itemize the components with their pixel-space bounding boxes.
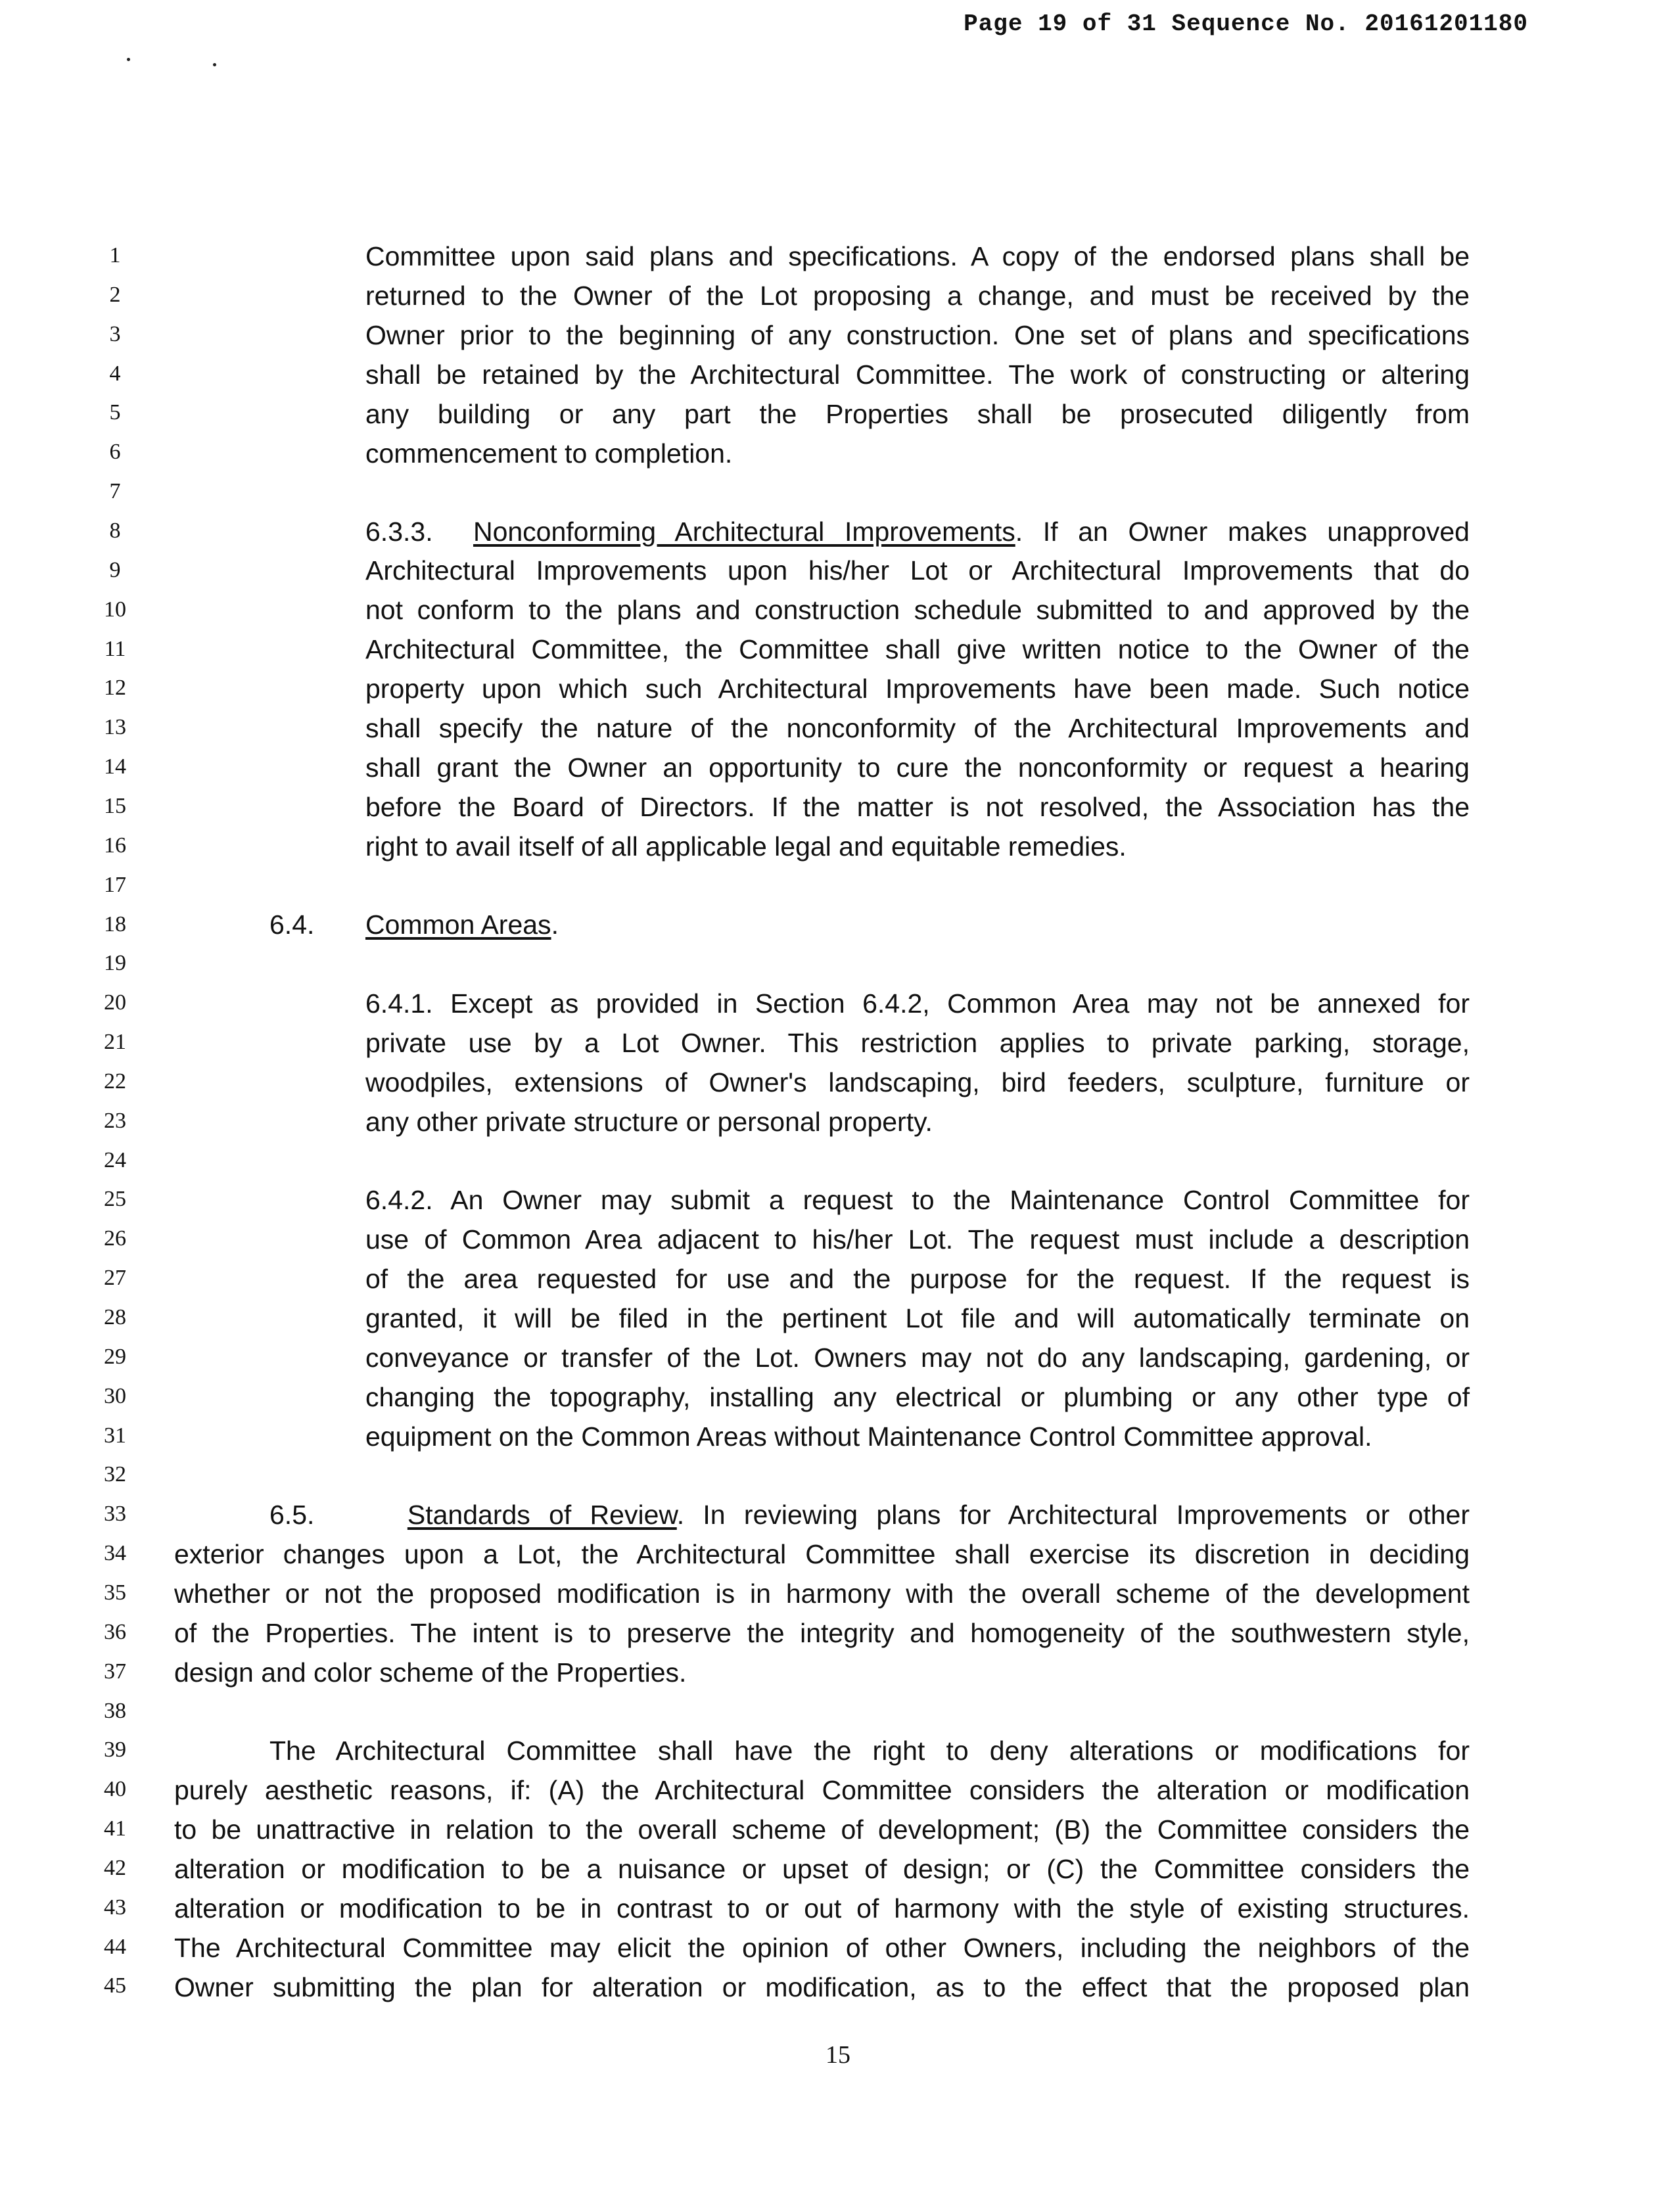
line-number: 30 xyxy=(104,1383,126,1408)
line-number: 38 xyxy=(104,1698,126,1723)
line-number: 16 xyxy=(104,833,126,858)
line-number: 12 xyxy=(104,676,126,701)
line-number: 6 xyxy=(109,440,121,465)
text-line: purely aesthetic reasons, if: (A) the Architectural Committee considers the alteration or modification xyxy=(174,1775,1470,1805)
line-number: 41 xyxy=(104,1816,126,1841)
line-number: 20 xyxy=(104,990,126,1015)
line-number: 1 xyxy=(109,243,121,267)
text-line: to be unattractive in relation to the overall scheme of development; (B) the Committee considers the xyxy=(174,1814,1470,1845)
line-number: 19 xyxy=(104,951,126,976)
line-number: 36 xyxy=(104,1619,126,1644)
line-number: 25 xyxy=(104,1187,126,1212)
text-line: 6.4.1. Except as provided in Section 6.4.2, Common Area may not be annexed for xyxy=(365,988,1470,1019)
line-number: 42 xyxy=(104,1855,126,1880)
text-line: Committee upon said plans and specifications. A copy of the endorsed plans shall be xyxy=(365,241,1470,271)
text-line: 6.4.2. An Owner may submit a request to the Maintenance Control Committee for xyxy=(365,1185,1470,1215)
text-line: whether or not the proposed modification is in harmony with the overall scheme of the development xyxy=(174,1578,1470,1609)
page-header: Page 19 of 31 Sequence No. 20161201180 xyxy=(964,11,1528,37)
text-line: shall be retained by the Architectural Committee. The work of constructing or altering xyxy=(365,359,1470,390)
text-line: conveyance or transfer of the Lot. Owners may not do any landscaping, gardening, or xyxy=(365,1343,1470,1373)
section-title: Standards of Review xyxy=(407,1500,677,1530)
line-number: 34 xyxy=(104,1541,126,1566)
line-number: 3 xyxy=(109,321,121,346)
line-number: 33 xyxy=(104,1502,126,1527)
text-line: woodpiles, extensions of Owner's landscaping, bird feeders, sculpture, furniture or xyxy=(365,1067,1470,1097)
line-number: 2 xyxy=(109,282,121,307)
text-line: shall specify the nature of the nonconformity of the Architectural Improvements and xyxy=(365,713,1470,743)
line-number: 27 xyxy=(104,1266,126,1291)
section-title-period: . xyxy=(551,910,559,940)
section-text: . In reviewing plans for Architectural Improvements or other xyxy=(676,1500,1470,1530)
text-line: any building or any part the Properties shall be prosecuted diligently from xyxy=(365,399,1470,429)
text-line: equipment on the Common Areas without Maintenance Control Committee approval. xyxy=(365,1421,1372,1452)
page-number: 15 xyxy=(826,2041,850,2069)
text-line: private use by a Lot Owner. This restriction applies to private parking, storage, xyxy=(365,1028,1470,1058)
line-number: 17 xyxy=(104,872,126,897)
line-number: 24 xyxy=(104,1147,126,1172)
line-number: 13 xyxy=(104,715,126,740)
text-line: exterior changes upon a Lot, the Architectural Committee shall exercise its discretion in deciding xyxy=(174,1539,1470,1569)
text-line: not conform to the plans and construction schedule submitted to and approved by the xyxy=(365,595,1470,625)
line-number: 26 xyxy=(104,1226,126,1251)
section-title: Nonconforming Architectural Improvements xyxy=(473,517,1015,547)
text-line: property upon which such Architectural Improvements have been made. Such notice xyxy=(365,674,1470,704)
line-number: 11 xyxy=(104,636,126,661)
text-line: Owner submitting the plan for alteration or modification, as to the effect that the proposed plan xyxy=(174,1972,1470,2002)
line-number: 9 xyxy=(109,557,121,582)
line-number: 8 xyxy=(109,518,121,543)
section-number: 6.4. xyxy=(269,910,315,940)
text-line: granted, it will be filed in the pertinent Lot file and will automatically terminate on xyxy=(365,1303,1470,1333)
section-heading-line xyxy=(365,515,1470,548)
text-line: use of Common Area adjacent to his/her Lot. The request must include a description xyxy=(365,1224,1470,1255)
text-line: of the Properties. The intent is to preserve the integrity and homogeneity of the southwestern style, xyxy=(174,1618,1470,1648)
line-number: 35 xyxy=(104,1580,126,1605)
text-line: right to avail itself of all applicable legal and equitable remedies. xyxy=(365,831,1127,862)
section-number: 6.3.3. xyxy=(365,517,433,547)
line-number: 14 xyxy=(104,754,126,779)
text-line: Architectural Committee, the Committee shall give written notice to the Owner of the xyxy=(365,634,1470,664)
scan-speck xyxy=(213,63,216,66)
text-line: The Architectural Committee shall have the right to deny alterations or modifications for xyxy=(269,1736,1470,1766)
line-number: 37 xyxy=(104,1659,126,1684)
text-line: any other private structure or personal property. xyxy=(365,1107,933,1137)
line-number: 21 xyxy=(104,1030,126,1054)
text-line: changing the topography, installing any electrical or plumbing or any other type of xyxy=(365,1382,1470,1412)
line-number: 29 xyxy=(104,1344,126,1369)
text-line: Owner prior to the beginning of any construction. One set of plans and specifications xyxy=(365,320,1470,350)
line-number: 45 xyxy=(104,1973,126,1998)
line-number: 44 xyxy=(104,1934,126,1959)
section-text: . If an Owner makes unapproved xyxy=(1015,517,1470,547)
line-number: 43 xyxy=(104,1895,126,1920)
text-line: returned to the Owner of the Lot proposing a change, and must be received by the xyxy=(365,281,1470,311)
line-number: 23 xyxy=(104,1108,126,1133)
text-line: commencement to completion. xyxy=(365,438,733,469)
line-number: 28 xyxy=(104,1305,126,1329)
line-number: 32 xyxy=(104,1462,126,1487)
line-number: 18 xyxy=(104,911,126,936)
section-title: Common Areas xyxy=(365,910,551,940)
line-number: 15 xyxy=(104,793,126,818)
text-line: design and color scheme of the Properties. xyxy=(174,1657,687,1688)
text-line: shall grant the Owner an opportunity to cure the nonconformity or request a hearing xyxy=(365,752,1470,783)
line-number: 22 xyxy=(104,1069,126,1094)
text-line: alteration or modification to be in contrast to or out of harmony with the style of existing structures. xyxy=(174,1893,1470,1924)
line-number: 10 xyxy=(104,597,126,622)
section-heading-line xyxy=(269,1498,1470,1531)
section-title-line xyxy=(365,908,559,941)
scan-speck xyxy=(127,58,130,61)
text-line: alteration or modification to be a nuisance or upset of design; or (C) the Committee considers the xyxy=(174,1854,1470,1884)
line-number: 40 xyxy=(104,1777,126,1802)
line-number: 31 xyxy=(104,1423,126,1448)
text-line: The Architectural Committee may elicit the opinion of other Owners, including the neighbors of the xyxy=(174,1933,1470,1963)
text-line: of the area requested for use and the purpose for the request. If the request is xyxy=(365,1264,1470,1294)
section-number: 6.5. xyxy=(269,1500,315,1530)
line-number: 7 xyxy=(109,479,121,504)
line-number: 39 xyxy=(104,1738,126,1763)
text-line: before the Board of Directors. If the matter is not resolved, the Association has the xyxy=(365,792,1470,822)
line-number: 4 xyxy=(109,361,121,386)
line-number: 5 xyxy=(109,400,121,425)
text-line: Architectural Improvements upon his/her Lot or Architectural Improvements that do xyxy=(365,555,1470,586)
